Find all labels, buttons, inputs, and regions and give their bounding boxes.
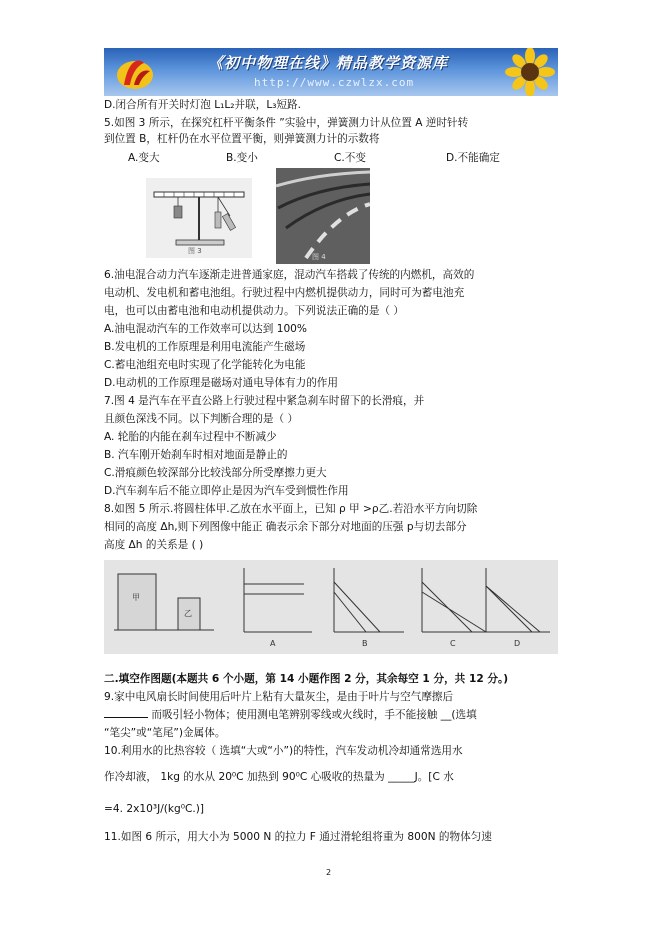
question-11-line-1: 11.如图 6 所示，用大小为 5000 N 的拉力 F 通过滑轮组将重为 800N 的物体匀速 <box>104 831 492 843</box>
question-9-line-3: “笔尖”或“笔尾”)金属体。 <box>104 727 226 739</box>
header-banner <box>104 48 558 96</box>
figure-5-graphs <box>104 560 558 654</box>
site-logo-icon <box>110 51 160 93</box>
question-6-line-1: 6.油电混合动力汽车逐渐走进普通家庭，混动汽车搭载了传统的内燃机，高效的 <box>104 269 475 281</box>
question-10-line-2: 作冷却液， 1kg 的水从 20⁰C 加热到 90⁰C 心吸收的热量为 _____J。[C 水 <box>104 771 454 783</box>
question-7-line-2: 且颜色深浅不同。以下判断合理的是（ ） <box>104 413 299 425</box>
cylinder-yi-label: 乙 <box>184 609 192 618</box>
question-10-line-3: =4. 2x10³J/(kg⁰C.)] <box>104 803 205 815</box>
section-2-heading: 二.填空作图题(本题共 6 个小题，第 14 小题作图 2 分，其余每空 1 分，共 12 分。) <box>104 673 509 685</box>
figure-3-caption: 图 3 <box>188 247 202 255</box>
q5-option-a: A.变大 <box>128 152 160 164</box>
graph-b-label: B <box>362 639 368 648</box>
figure-4-skid-marks-photo <box>276 168 370 264</box>
q5-option-c: C.不变 <box>334 152 366 164</box>
q7-option-b: B. 汽车刚开始刹车时相对地面是静止的 <box>104 449 288 461</box>
question-8-line-2: 相同的高度 Δh,则下列图像中能正 确表示余下部分对地面的压强 p与切去部分 <box>104 521 467 533</box>
road-skid-icon <box>276 168 370 264</box>
question-8-line-1: 8.如图 5 所示.将圆柱体甲.乙放在水平面上，已知 ρ 甲 >ρ乙.若沿水平方向切除 <box>104 503 478 515</box>
q7-option-d: D.汽车刹车后不能立即停止是因为汽车受到惯性作用 <box>104 485 349 497</box>
question-9-line-2-text: 而吸引轻小物体；使用测电笔辨别零线或火线时，手不能接触 __(选填 <box>151 709 477 721</box>
graph-c-label: C <box>450 639 456 648</box>
answer-blank <box>104 717 148 718</box>
page-number: 2 <box>326 868 332 877</box>
q7-option-a: A. 轮胎的内能在刹车过程中不断减少 <box>104 431 277 443</box>
banner-title: 《初中物理在线》精品教学资源库 <box>208 54 449 72</box>
q7-option-c: C.滑痕颜色较深部分比较浅部分所受摩擦力更大 <box>104 467 327 479</box>
graph-a-label: A <box>270 639 276 648</box>
q6-option-a: A.油电混动汽车的工作效率可以达到 100% <box>104 323 307 335</box>
question-10-line-1: 10.利用水的比热容较（ 选填“大或“小”)的特性，汽车发动机冷却通常选用水 <box>104 745 463 757</box>
banner-url: http://www.czwlzx.com <box>254 76 415 89</box>
question-8-line-3: 高度 Δh 的关系是 ( ) <box>104 539 204 551</box>
option-d-previous: D.闭合所有开关时灯泡 L₁L₂并联，L₃短路. <box>104 99 302 111</box>
question-6-line-3: 电，也可以由蓄电池和电动机提供动力。下列说法正确的是（ ） <box>104 305 404 317</box>
pressure-graphs-icon <box>104 560 558 654</box>
q5-option-b: B.变小 <box>226 152 258 164</box>
question-9-line-1: 9.家中电风扇长时间使用后叶片上粘有大量灰尘，是由于叶片与空气摩擦后 <box>104 691 454 703</box>
question-9-line-2 <box>104 708 477 722</box>
q6-option-c: C.蓄电池组充电时实现了化学能转化为电能 <box>104 359 306 371</box>
q6-option-d: D.电动机的工作原理是磁场对通电导体有力的作用 <box>104 377 338 389</box>
sunflower-icon <box>502 48 558 96</box>
question-5-line-1: 5.如图 3 所示，在探究杠杆平衡条件 ”实验中，弹簧测力计从位置 A 逆时针转 <box>104 117 469 129</box>
cylinder-jia-label: 甲 <box>132 593 140 602</box>
figure-3-lever <box>146 178 252 258</box>
q6-option-b: B.发电机的工作原理是利用电流能产生磁场 <box>104 341 306 353</box>
figure-4-caption: 图 4 <box>312 253 326 261</box>
question-6-line-2: 电动机、发电机和蓄电池组。行驶过程中内燃机提供动力，同时可为蓄电池充 <box>104 287 465 299</box>
q5-option-d: D.不能确定 <box>446 152 500 164</box>
question-5-line-2: 到位置 B，杠杆仍在水平位置平衡，则弹簧测力计的示数将 <box>104 133 380 145</box>
question-7-line-1: 7.图 4 是汽车在平直公路上行驶过程中紧急刹车时留下的长滑痕，并 <box>104 395 425 407</box>
graph-d-label: D <box>514 639 521 648</box>
